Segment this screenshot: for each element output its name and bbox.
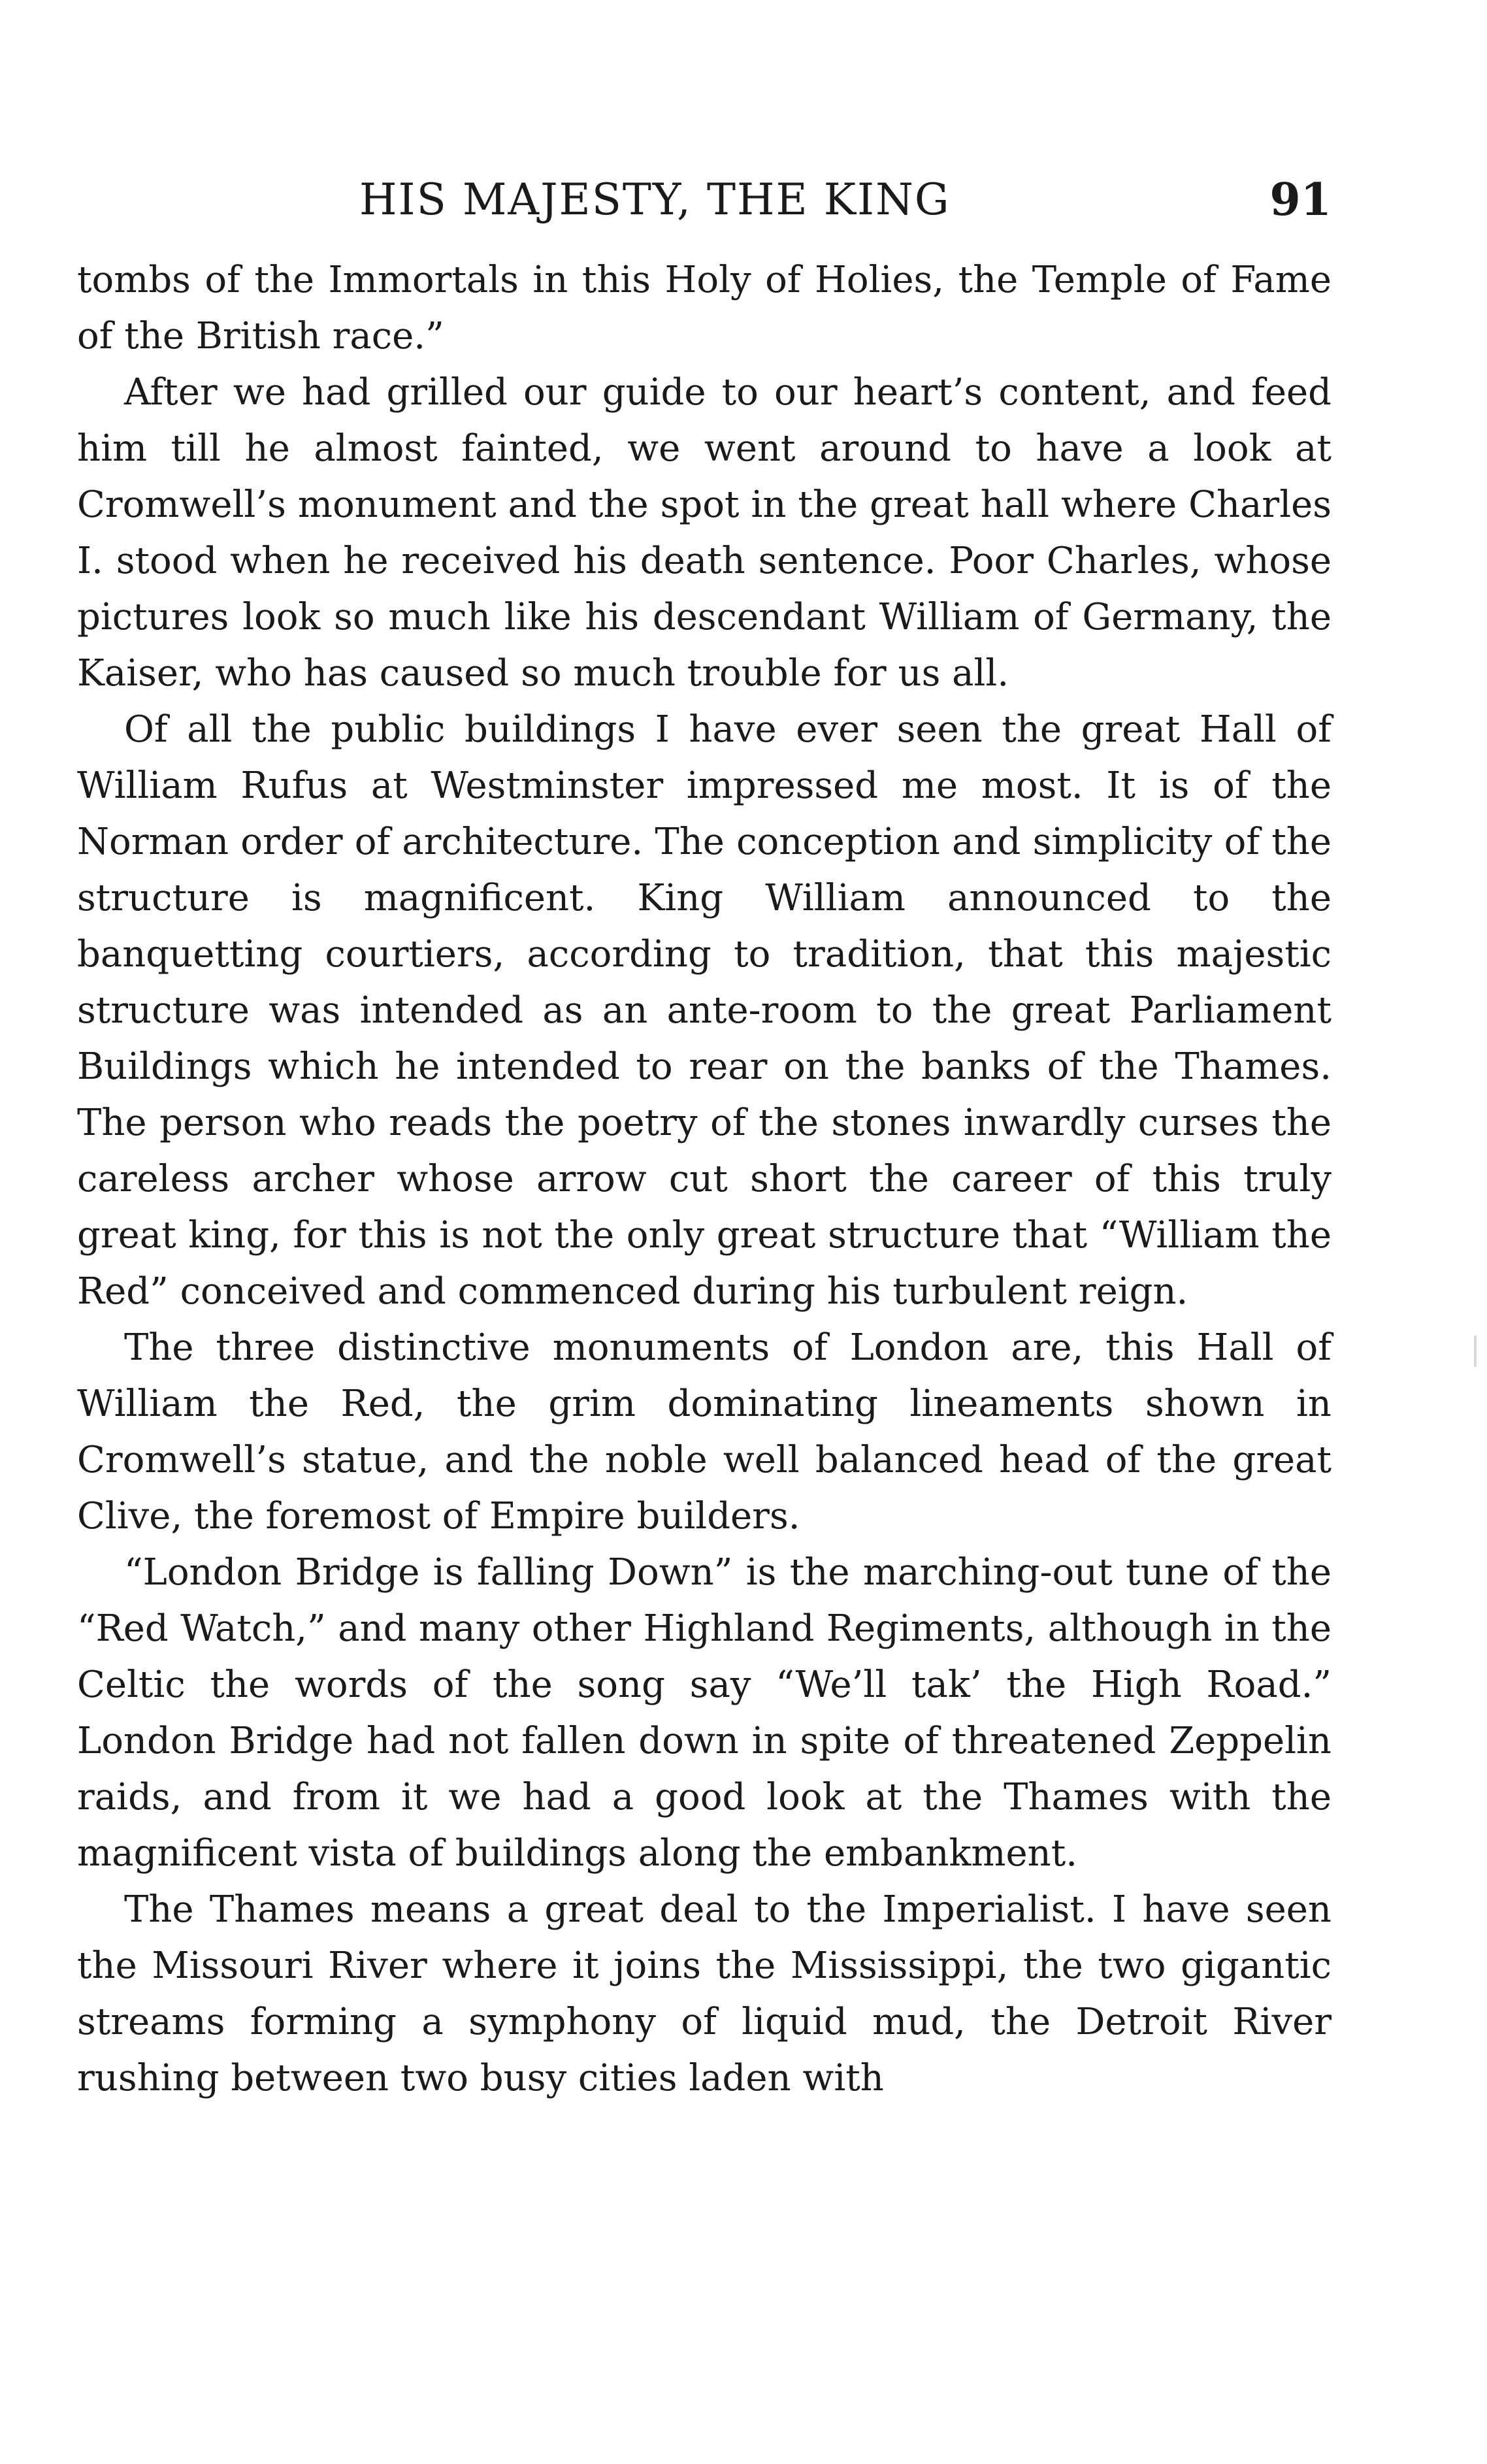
page-number: 91	[1269, 174, 1332, 226]
paragraph-monuments: The three distinctive monuments of London are, this Hall of William the Red, the grim dominating lineaments shown in Cromwell’s statue, and the noble well balanced head of the great Clive, the foremost of Empire builders.	[77, 1326, 1332, 1537]
paragraph-guide: After we had grilled our guide to our heart’s content, and feed him till he almost fainted, we went around to have a look at Cromwell’s monument and the spot in the great hall where Charles I. stood when he received his death sentence. Poor Charles, whose pictures look so much like his descendant William of Germany, the Kaiser, who has caused so much trouble for us all.	[77, 371, 1332, 695]
running-title: HIS MAJESTY, THE KING	[359, 174, 951, 225]
paragraph-continued: tombs of the Immortals in this Holy of Holies, the Temple of Fame of the British race.”	[77, 259, 1332, 357]
running-head	[77, 170, 1332, 242]
book-page	[77, 170, 1332, 2391]
paragraph-london-bridge: “London Bridge is falling Down” is the marching-out tune of the “Red Watch,” and many other Highland Regiments, although in the Celtic the words of the song say “We’ll tak’ the High Road.” London Bridge had not fallen down in spite of threatened Zeppelin raids, and from it we had a good look at the Thames with the magnificent vista of buildings along the embankment.	[77, 1551, 1332, 1875]
paragraph-thames: The Thames means a great deal to the Imperialist. I have seen the Missouri River where it joins the Mississippi, the two gigantic streams forming a symphony of liquid mud, the Detroit River rushing between two busy cities laden with	[77, 1888, 1332, 2099]
paragraph-westminster-hall: Of all the public buildings I have ever seen the great Hall of William Rufus at Westminster impressed me most. It is of the Norman order of architecture. The conception and simplicity of the structure is magnificent. King William announced to the banquetting courtiers, according to tradition, that this majestic structure was intended as an ante-room to the great Parliament Buildings which he intended to rear on the banks of the Thames. The person who reads the poetry of the stones inwardly curses the careless archer whose arrow cut short the career of this truly great king, for this is not the only great structure that “William the Red” conceived and commenced during his turbulent reign.	[77, 708, 1332, 1313]
margin-mark	[1474, 1336, 1477, 1367]
